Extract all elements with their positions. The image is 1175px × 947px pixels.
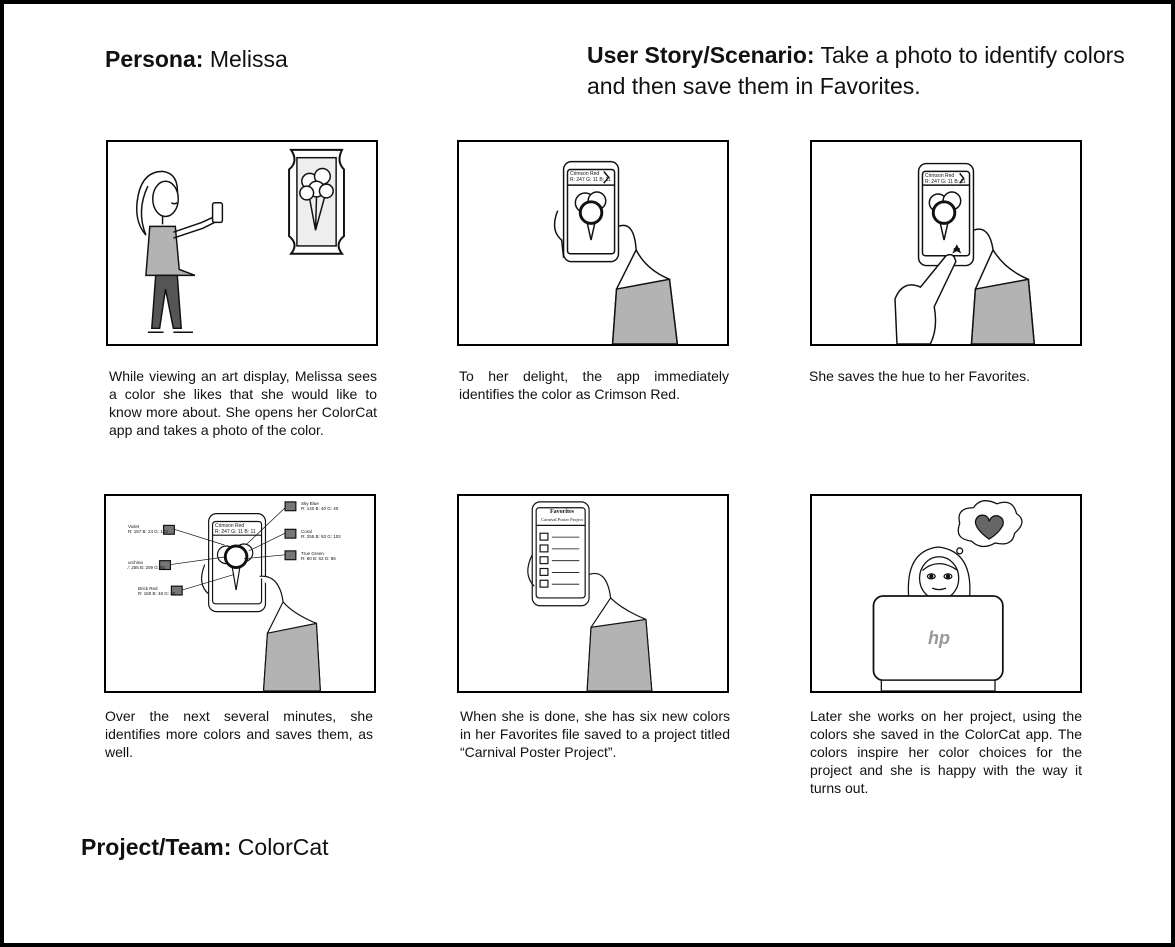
panel-4-frame (104, 494, 376, 693)
swatch-label-true-green: True Green R: 80 B: 52 G: 86 (301, 551, 336, 561)
panel-1-frame (106, 140, 378, 346)
user-story-label: User Story/Scenario: (587, 42, 815, 68)
persona-label: Persona: (105, 46, 204, 72)
panel-6-frame (810, 494, 1082, 693)
swatch-label-sky-blue: Sky Blue R: 140 B: 40 G: 40 (301, 501, 339, 511)
panel-1-caption: While viewing an art display, Melissa sees a color she likes that she would like to know more about. She opens her ColorCat app and takes a photo of the color. (109, 368, 377, 438)
panel-6-illustration (812, 496, 1080, 691)
swatch-label-urchina: urchina ∕: 255 B: 209 G: 91 (128, 560, 166, 570)
panel-2-caption: To her delight, the app immediately identifies the color as Crimson Red. (459, 368, 729, 402)
panel-2-screen-title: Crimson Red (570, 171, 600, 177)
team-label: Project/Team: (81, 834, 232, 860)
panel-5-screen-text (538, 509, 586, 523)
laptop-logo: hp (928, 628, 950, 648)
panel-2-screen-text (570, 171, 611, 183)
favorites-title: Favorites (550, 509, 574, 515)
panel-4-screen-values: R: 247 G: 11 B: 11 (215, 529, 256, 535)
panel-1-illustration (108, 142, 376, 344)
panel-6-caption: Later she works on her project, using the colors she saved in the ColorCat app. The colors inspire her color choices for the project and she is happy with the way it turns out. (810, 708, 1082, 796)
panel-3-frame (810, 140, 1082, 346)
project-team-footer (81, 832, 329, 863)
panel-3-caption: She saves the hue to her Favorites. (809, 368, 1031, 384)
panel-4-screen-text (215, 523, 256, 535)
panel-3-screen-values: R: 247 G: 11 B: 11 (925, 179, 966, 185)
panel-5-caption: When she is done, she has six new colors in her Favorites file saved to a project titled “Carnival Poster Project”. (460, 708, 730, 760)
user-story-value: Take a photo to identify colors and then save them in Favorites. (587, 42, 1125, 99)
panel-5-illustration (459, 496, 727, 691)
swatch-label-brick-red: Brick Red R: 160 B: 48 G: 40 (138, 586, 176, 596)
persona-header (105, 44, 288, 75)
persona-value: Melissa (209, 46, 288, 72)
panel-4-caption: Over the next several minutes, she identifies more colors and saves them, as well. (105, 708, 373, 760)
panel-4-screen-title: Crimson Red (215, 523, 245, 529)
panel-2-frame (457, 140, 729, 346)
swatch-label-coral: Coral R: 255 B: 93 G: 102 (301, 529, 341, 539)
panel-3-screen-text (925, 173, 966, 185)
panel-5-frame (457, 494, 729, 693)
project-title: Carnival Poster Project (541, 517, 583, 522)
panel-2-screen-values: R: 247 G: 11 B: 11 (570, 177, 611, 183)
user-story-header (587, 40, 1127, 102)
swatch-label-violet: Violet R: 157 B: 24 G: 103 (128, 524, 168, 534)
panel-3-screen-title: Crimson Red (925, 173, 955, 179)
team-value: ColorCat (237, 834, 329, 860)
